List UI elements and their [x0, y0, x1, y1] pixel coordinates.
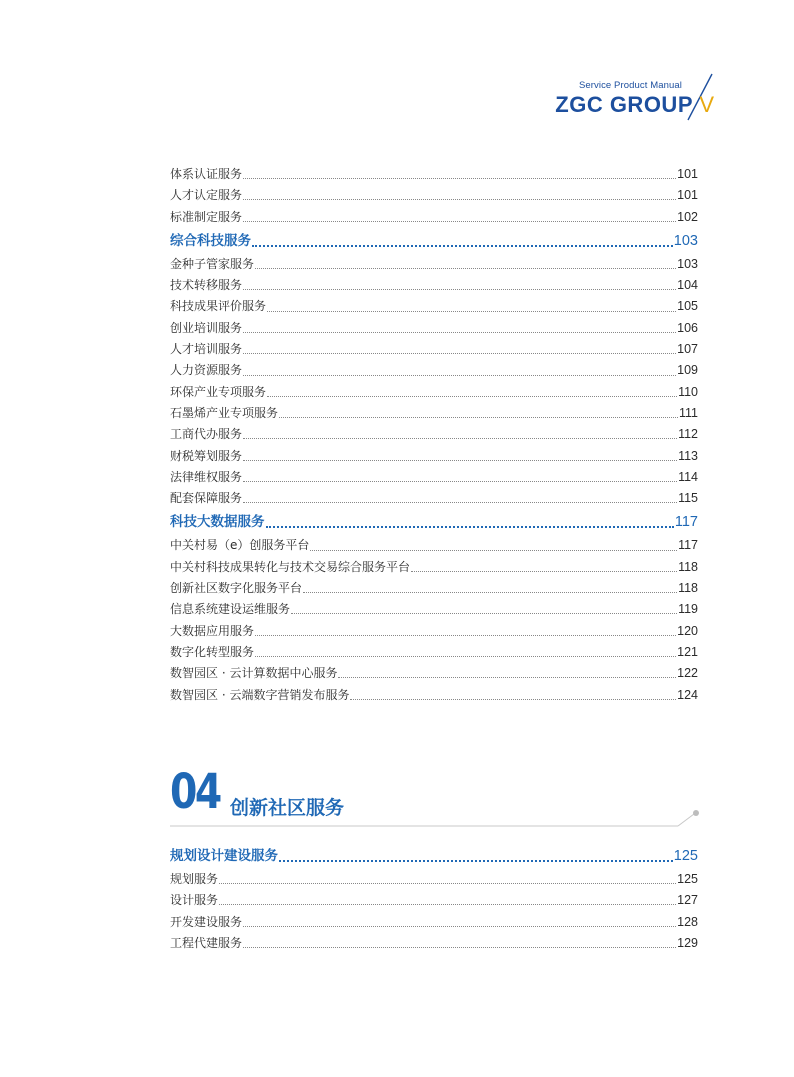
toc-entry-label: 科技成果评价服务	[170, 299, 267, 314]
toc-entry-label: 工程代建服务	[170, 935, 243, 950]
toc-entry-label: 工商代办服务	[170, 427, 243, 442]
toc-entry[interactable]	[170, 276, 698, 297]
toc-entry-label: 财税筹划服务	[170, 448, 243, 463]
chapter-number: 04	[170, 764, 220, 820]
toc-entry[interactable]	[170, 468, 698, 489]
toc-section-bottom	[170, 844, 698, 955]
toc-entry-label: 人力资源服务	[170, 363, 243, 378]
toc-entry-label: 配套保障服务	[170, 491, 243, 506]
toc-entry-label: 规划设计建设服务	[170, 848, 278, 864]
toc-page-number: 122	[677, 666, 698, 681]
toc-entry[interactable]	[170, 340, 698, 361]
toc-entry-label: 人才认定服务	[170, 188, 243, 203]
toc-page-number: 129	[677, 935, 698, 950]
toc-entry-label: 设计服务	[170, 893, 219, 908]
toc-entry-label: 规划服务	[170, 872, 219, 886]
toc-page-number: 120	[677, 623, 698, 638]
toc-leader-dots	[279, 417, 678, 418]
toc-leader-dots	[243, 926, 676, 927]
toc-leader-dots	[243, 199, 676, 200]
toc-page-number: 118	[678, 581, 698, 596]
toc-leader-dots	[255, 268, 676, 269]
toc-entry[interactable]	[170, 643, 698, 664]
toc-leader-dots	[219, 904, 676, 905]
toc-entry-label: 数字化转型服务	[170, 644, 255, 659]
toc-page-number: 112	[678, 427, 698, 442]
toc-entry[interactable]	[170, 913, 698, 934]
toc-page-number: 101	[677, 188, 698, 203]
toc-entry[interactable]	[170, 870, 698, 891]
toc-section-top	[170, 165, 698, 707]
toc-page-number: 125	[677, 872, 698, 886]
toc-entry-label: 中关村科技成果转化与技术交易综合服务平台	[170, 559, 411, 574]
toc-entry-label: 石墨烯产业专项服务	[170, 405, 279, 420]
toc-heading[interactable]	[170, 229, 698, 255]
toc-page-number: 114	[678, 469, 698, 484]
toc-entry-label: 金种子管家服务	[170, 256, 255, 271]
chapter-title: 创新社区服务	[230, 797, 345, 819]
toc-entry-label: 科技大数据服务	[170, 514, 265, 531]
toc-page-number: 119	[678, 602, 698, 617]
toc-entry[interactable]	[170, 536, 698, 557]
toc-entry-label: 数智园区 · 云计算数据中心服务	[170, 666, 338, 681]
logo-mark: V	[699, 92, 714, 117]
toc-page-number: 105	[677, 299, 698, 314]
toc-page-number: 127	[677, 893, 698, 908]
toc-entry[interactable]	[170, 447, 698, 468]
toc-entry-label: 环保产业专项服务	[170, 384, 267, 399]
toc-leader-dots	[243, 178, 676, 179]
toc-leader-dots	[243, 460, 677, 461]
toc-entry-label: 技术转移服务	[170, 278, 243, 293]
toc-entry-label: 标准制定服务	[170, 209, 243, 224]
toc-page-number: 110	[678, 384, 698, 399]
toc-leader-dots	[338, 677, 676, 678]
toc-leader-dots	[310, 550, 677, 551]
toc-leader-dots	[411, 571, 677, 572]
toc-entry-label: 开发建设服务	[170, 914, 243, 929]
toc-heading[interactable]	[170, 510, 698, 536]
brand-logo	[555, 72, 720, 124]
logo-subtitle: Service Product Manual	[578, 80, 682, 91]
toc-entry-label: 信息系统建设运维服务	[170, 602, 291, 617]
toc-entry[interactable]	[170, 558, 698, 579]
toc-page-number: 103	[673, 232, 698, 249]
toc-leader-dots	[303, 592, 677, 593]
toc-entry-label: 中关村易（e）创服务平台	[170, 538, 310, 553]
chapter-divider	[170, 806, 710, 830]
toc-entry[interactable]	[170, 891, 698, 912]
toc-entry[interactable]	[170, 404, 698, 425]
toc-leader-dots	[243, 221, 676, 222]
toc-leader-dots	[243, 332, 676, 333]
toc-entry[interactable]	[170, 208, 698, 229]
toc-entry-label: 体系认证服务	[170, 167, 243, 181]
toc-leader-dots	[267, 311, 676, 312]
toc-leader-dots	[279, 860, 673, 862]
toc-page-number: 118	[678, 559, 698, 574]
toc-leader-dots	[243, 289, 676, 290]
logo-name: ZGC GROUP	[555, 92, 693, 117]
toc-leader-dots	[266, 526, 674, 528]
toc-heading[interactable]	[170, 844, 698, 870]
toc-entry[interactable]	[170, 319, 698, 340]
toc-entry[interactable]	[170, 934, 698, 955]
toc-page-number: 124	[677, 687, 698, 702]
toc-entry[interactable]	[170, 297, 698, 318]
toc-leader-dots	[243, 438, 677, 439]
toc-entry[interactable]	[170, 383, 698, 404]
toc-page-number: 117	[678, 538, 698, 553]
toc-page-number: 109	[677, 363, 698, 378]
toc-leader-dots	[243, 353, 676, 354]
toc-leader-dots	[243, 502, 677, 503]
toc-page-number: 128	[677, 914, 698, 929]
toc-entry-label: 法律维权服务	[170, 469, 243, 484]
toc-entry[interactable]	[170, 664, 698, 685]
toc-page-number: 115	[678, 491, 698, 506]
toc-page-number: 117	[674, 514, 698, 531]
toc-entry-label: 人才培训服务	[170, 342, 243, 357]
toc-page-number: 102	[677, 209, 698, 224]
toc-entry[interactable]	[170, 186, 698, 207]
toc-entry[interactable]	[170, 600, 698, 621]
toc-leader-dots	[291, 613, 677, 614]
toc-page-number: 106	[677, 320, 698, 335]
toc-entry[interactable]	[170, 425, 698, 446]
toc-entry[interactable]	[170, 165, 698, 186]
toc-entry-label: 创业培训服务	[170, 320, 243, 335]
toc-entry[interactable]	[170, 361, 698, 382]
toc-page-number: 107	[677, 342, 698, 357]
toc-page-number: 104	[677, 278, 698, 293]
toc-entry[interactable]	[170, 579, 698, 600]
toc-leader-dots	[255, 635, 676, 636]
toc-page-number: 103	[677, 256, 698, 271]
toc-leader-dots	[267, 396, 677, 397]
divider-dot-icon	[693, 810, 699, 816]
toc-entry-label: 大数据应用服务	[170, 623, 255, 638]
toc-page-number: 101	[677, 167, 698, 181]
toc-leader-dots	[243, 947, 676, 948]
toc-leader-dots	[350, 699, 676, 700]
toc-leader-dots	[243, 375, 676, 376]
toc-leader-dots	[255, 656, 676, 657]
toc-page-number: 125	[673, 848, 698, 864]
toc-leader-dots	[252, 245, 673, 247]
toc-entry[interactable]	[170, 255, 698, 276]
toc-entry[interactable]	[170, 489, 698, 510]
toc-leader-dots	[243, 481, 677, 482]
toc-entry-label: 创新社区数字化服务平台	[170, 581, 303, 596]
toc-entry-label: 数智园区 · 云端数字营销发布服务	[170, 687, 350, 702]
toc-entry-label: 综合科技服务	[170, 232, 251, 249]
toc-leader-dots	[219, 883, 676, 884]
toc-page-number: 111	[678, 405, 698, 420]
toc-entry[interactable]	[170, 622, 698, 643]
toc-page-number: 113	[678, 448, 698, 463]
toc-entry[interactable]	[170, 686, 698, 707]
toc-page-number: 121	[677, 644, 698, 659]
